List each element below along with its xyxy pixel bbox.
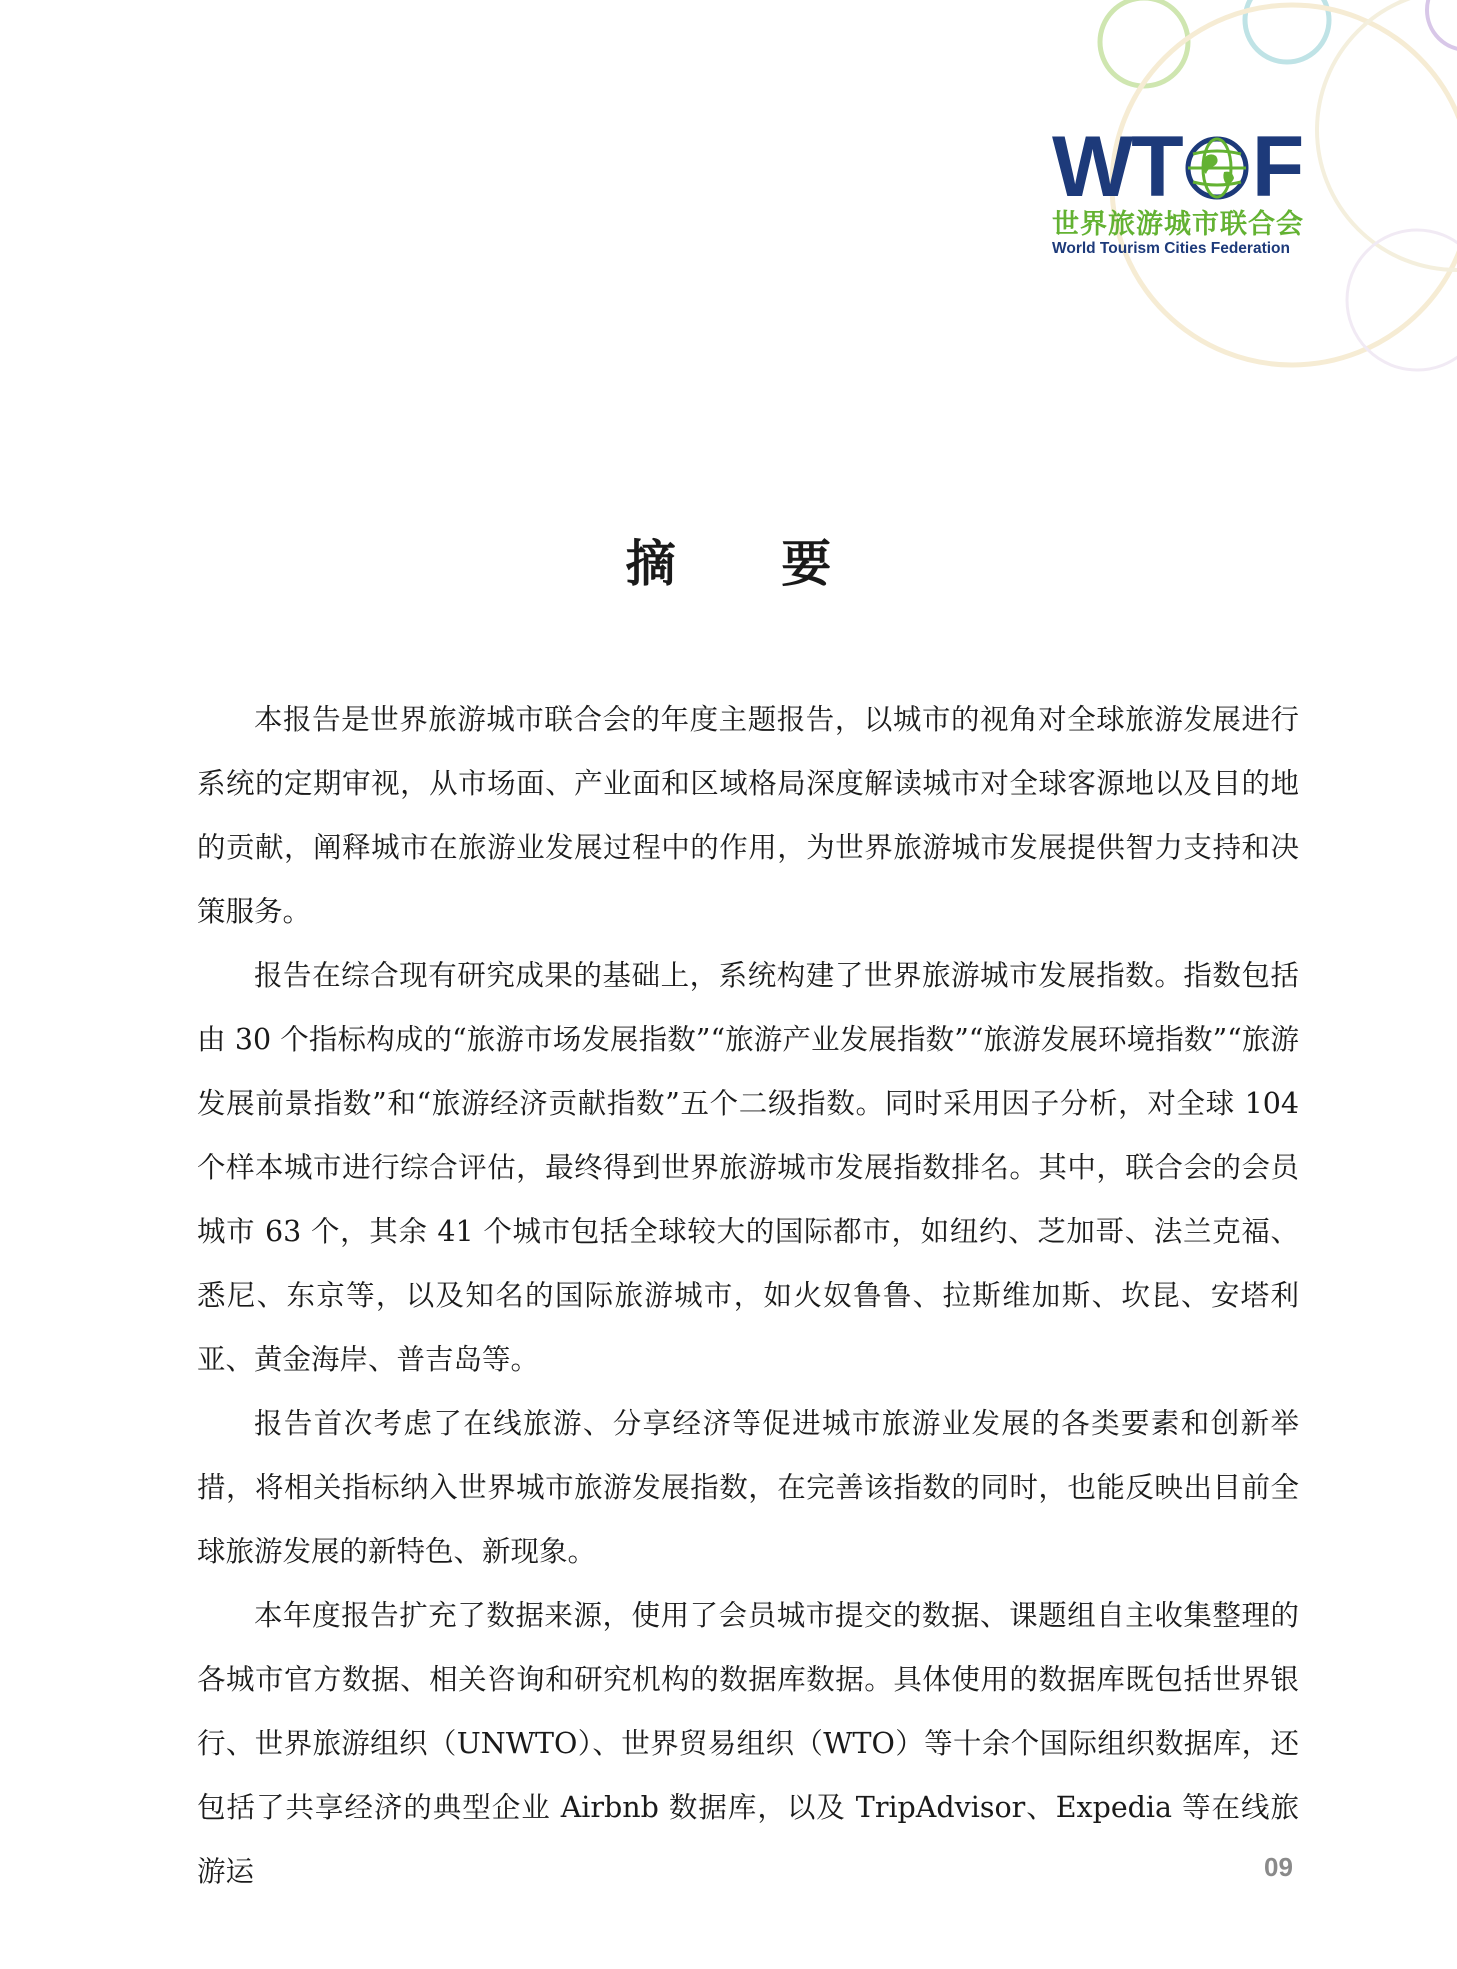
paragraph-1: 本报告是世界旅游城市联合会的年度主题报告，以城市的视角对全球旅游发展进行系统的定期审视，从市场面、产业面和区域格局深度解读城市对全球客源地以及目的地的贡献，阐释城市在旅游业发展过程中的作用，为世界旅游城市发展提供智力支持和决策服务。 [197,703,1299,928]
wtcf-logo [1052,119,1312,258]
logo-mark-left: WT [1052,119,1182,215]
decor-circle-cream-right [1317,0,1457,270]
logo-name-english: World Tourism Cities Federation [1052,240,1290,257]
abstract-body [197,688,1299,1904]
page-number: 09 [1264,1852,1293,1882]
paragraph-4: 本年度报告扩充了数据来源，使用了会员城市提交的数据、课题组自主收集整理的各城市官方数据、相关咨询和研究机构的数据库数据。具体使用的数据库既包括世界银行、世界旅游组织（UNWTO）、世界贸易组织（WTO）等十余个国际组织数据库，还包括了共享经济的典型企业 Airbnb 数据库，以及 TripAdvisor、Expedia 等在线旅游运 [197,1599,1299,1888]
decor-circle-green [1100,0,1188,86]
decor-circle-purple [1427,0,1457,50]
logo-mark [1052,119,1312,215]
paragraph-2: 报告在综合现有研究成果的基础上，系统构建了世界旅游城市发展指数。指数包括由 30 个指标构成的“旅游市场发展指数”“旅游产业发展指数”“旅游发展环境指数”“旅游发展前景指数”和“旅游经济贡献指数”五个二级指数。同时采用因子分析，对全球 104 个样本城市进行综合评估，最终得到世界旅游城市发展指数排名。其中，联合会的会员城市 63 个，其余 41 个城市包括全球较大的国际都市，如纽约、芝加哥、法兰克福、悉尼、东京等，以及知名的国际旅游城市，如火奴鲁鲁、拉斯维加斯、坎昆、安塔利亚、黄金海岸、普吉岛等。 [197,959,1299,1376]
decor-circle-teal [1245,0,1329,62]
globe-icon [1184,132,1250,202]
decor-circle-lilac [1347,230,1457,370]
logo-name-chinese: 世界旅游城市联合会 [1052,209,1304,240]
logo-mark-right: F [1251,119,1303,215]
page-title: 摘 要 [625,535,876,593]
paragraph-3: 报告首次考虑了在线旅游、分享经济等促进城市旅游业发展的各类要素和创新举措，将相关指标纳入世界城市旅游发展指数，在完善该指数的同时，也能反映出目前全球旅游发展的新特色、新现象。 [197,1407,1299,1568]
